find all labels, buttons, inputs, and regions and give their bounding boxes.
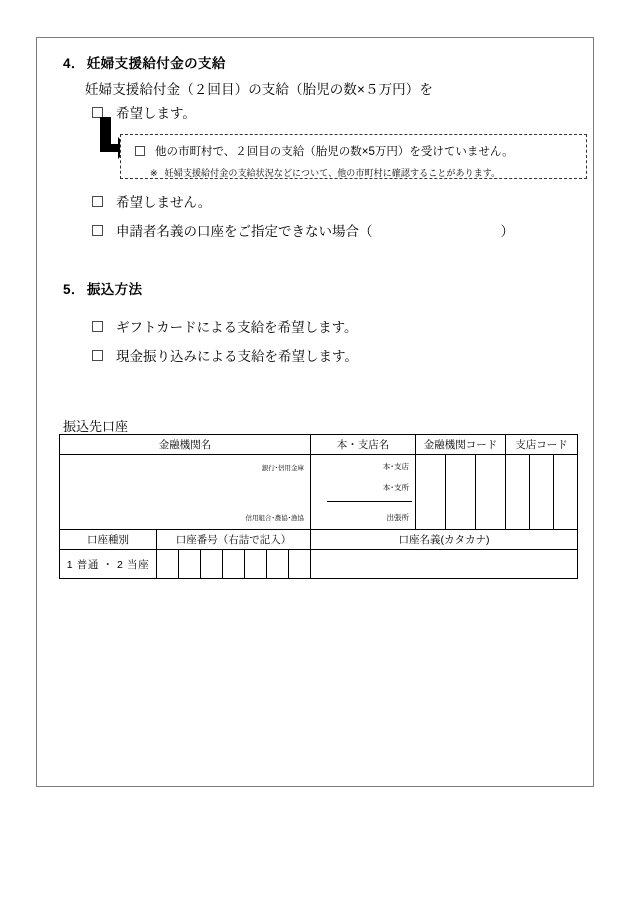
checkbox-cash-transfer-label: 現金振り込みによる支給を希望します。: [116, 349, 358, 364]
institution-code-cell[interactable]: [476, 455, 506, 530]
checkbox-request-no[interactable]: [92, 196, 103, 207]
header-branch-code: 支店コード: [506, 435, 578, 455]
account-number-cell[interactable]: [289, 550, 311, 579]
checkbox-row-no-other-city[interactable]: [135, 143, 514, 159]
table-entry-row: [60, 455, 578, 530]
branch-code-cell[interactable]: [530, 455, 554, 530]
field-branch-name[interactable]: [311, 455, 416, 530]
header-institution-code: 金融機関コード: [416, 435, 506, 455]
account-number-cell[interactable]: [223, 550, 245, 579]
checkbox-row-other-account[interactable]: [92, 220, 514, 240]
account-number-cell[interactable]: [157, 550, 179, 579]
account-section-title: 振込先口座: [63, 416, 128, 437]
section-5-heading: [63, 278, 142, 298]
checkbox-request-yes-label: 希望します。: [116, 106, 196, 121]
branch-option-honten: 本･支店: [382, 462, 409, 471]
section-5-number: 5．: [63, 282, 85, 297]
institution-hint-coop: 信用組合･農協･漁協: [245, 515, 304, 522]
account-number-cell[interactable]: [245, 550, 267, 579]
header-account-holder: 口座名義(カタカナ): [311, 530, 578, 550]
field-institution-name[interactable]: [60, 455, 311, 530]
branch-divider: [327, 501, 412, 502]
checkbox-giftcard-label: ギフトカードによる支給を希望します。: [116, 320, 358, 335]
header-institution-name: 金融機関名: [60, 435, 311, 455]
table-header-row-2: [60, 530, 578, 550]
table-header-row: [60, 435, 578, 455]
note-text: 妊婦支援給付金の支給状況などについて、他の市町村に確認することがあります。: [164, 168, 501, 178]
header-branch-name: 本・支店名: [311, 435, 416, 455]
checkbox-request-yes[interactable]: [92, 107, 103, 118]
branch-option-shisho: 本･支所: [382, 483, 409, 492]
section-5-title: 振込方法: [86, 282, 143, 297]
account-number-cell[interactable]: [201, 550, 223, 579]
checkbox-row-cash-transfer[interactable]: [92, 345, 358, 365]
page-content: [37, 38, 595, 788]
checkbox-other-account-prefix: 申請者名義の口座をご指定できない場合（: [116, 224, 373, 239]
bank-account-table: [59, 434, 578, 579]
field-account-type[interactable]: 1 普通 ・ 2 当座: [60, 550, 157, 579]
checkbox-other-account[interactable]: [92, 225, 103, 236]
table-entry-row-2: [60, 550, 578, 579]
sub-box-note: [150, 166, 500, 179]
note-mark-icon: ※: [150, 168, 158, 178]
document-page: [36, 37, 594, 787]
institution-code-cell[interactable]: [416, 455, 446, 530]
checkbox-request-no-label: 希望しません。: [116, 195, 212, 210]
checkbox-no-other-city[interactable]: [135, 146, 145, 156]
header-account-number: 口座番号（右詰で記入）: [157, 530, 311, 550]
section-4-lead-text: 妊婦支援給付金（２回目）の支給（胎児の数×５万円）を: [85, 82, 433, 97]
institution-code-cell[interactable]: [446, 455, 476, 530]
branch-code-cell[interactable]: [506, 455, 530, 530]
branch-code-cell[interactable]: [554, 455, 578, 530]
checkbox-cash-transfer[interactable]: [92, 350, 103, 361]
checkbox-other-account-suffix: ）: [500, 224, 514, 239]
checkbox-row-request-no[interactable]: [92, 191, 211, 211]
institution-hint-bank: 銀行･信用金庫: [261, 465, 304, 472]
checkbox-no-other-city-label: 他の市町村で、２回目の支給（胎児の数×5万円）を受けていません。: [155, 146, 514, 158]
branch-option-shucchojo: 出張所: [386, 513, 409, 522]
account-number-cell[interactable]: [179, 550, 201, 579]
section-4-title: 妊婦支援給付金の支給: [86, 56, 226, 71]
section-4-heading: [63, 52, 226, 72]
section-4-number: 4．: [63, 56, 85, 71]
account-number-cell[interactable]: [267, 550, 289, 579]
field-account-holder[interactable]: [311, 550, 578, 579]
checkbox-giftcard[interactable]: [92, 321, 103, 332]
checkbox-row-giftcard[interactable]: [92, 316, 358, 336]
header-account-type: 口座種別: [60, 530, 157, 550]
